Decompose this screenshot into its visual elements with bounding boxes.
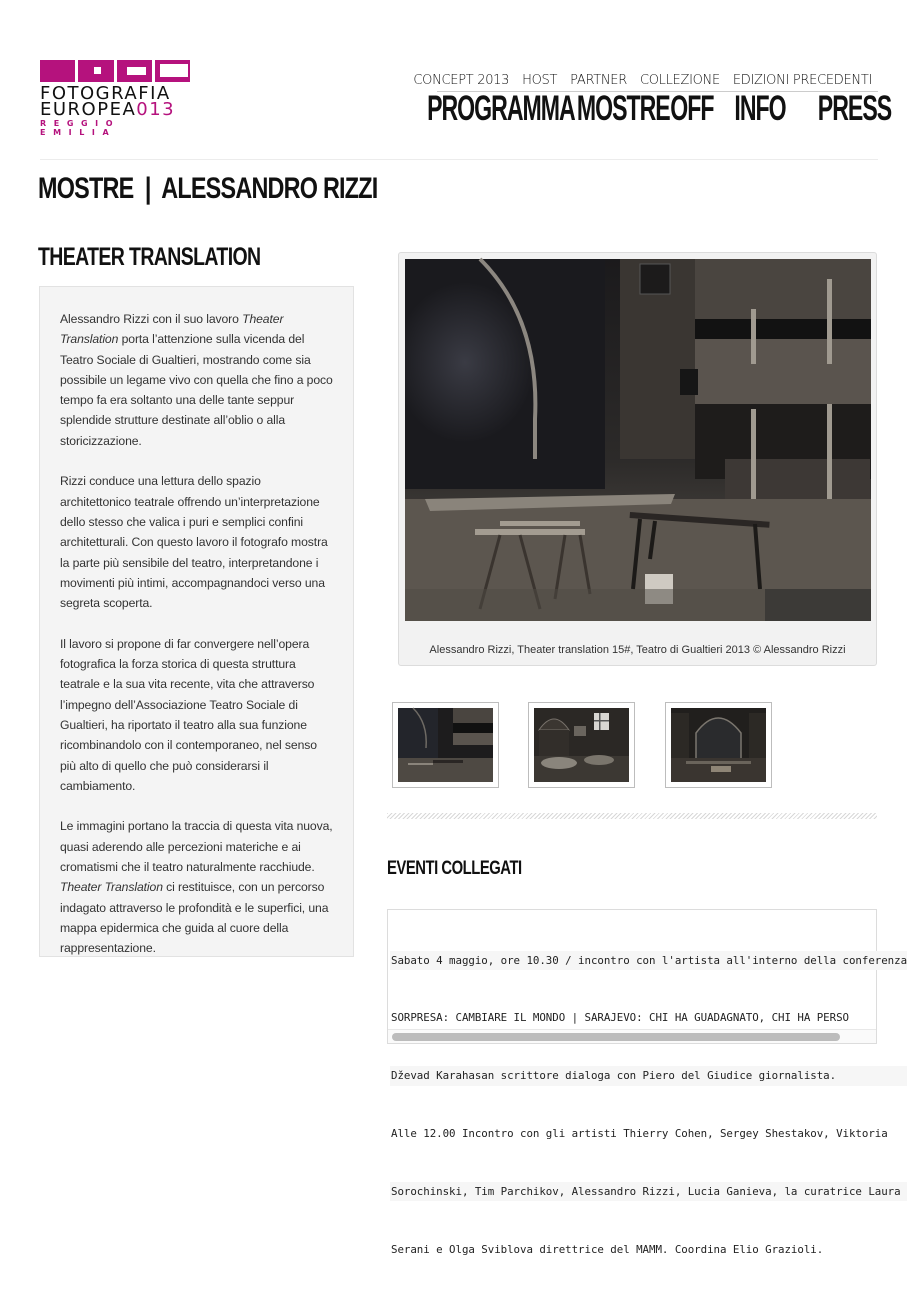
page-title: MOSTRE | ALESSANDRO RIZZI: [38, 172, 378, 205]
description-paragraph: Rizzi conduce una lettura dello spazio architettonico teatrale offrendo un’interpretazione dello stesso che valica i puri e semplici confini architetturali. Con questo lavoro il fotografo mostra la parte più sensibile del teatro, interpretandone i movimenti più intimi, accompagnandoci verso una segreta scoperta.: [60, 474, 328, 611]
image-caption: Alessandro Rizzi, Theater translation 15#, Teatro di Gualtieri 2013 © Alessandro Rizzi: [429, 644, 846, 656]
nav-press[interactable]: PRESS: [817, 89, 891, 128]
thumbnail-image: [534, 708, 629, 782]
primary-nav: [351, 88, 891, 130]
section-title: THEATER TRANSLATION: [38, 243, 261, 271]
event-line: Alle 12.00 Incontro con gli artisti Thierry Cohen, Sergey Shestakov, Viktoria: [391, 1127, 888, 1141]
photo-thumbnail-icon: [398, 708, 493, 782]
event-line: Sabato 4 maggio, ore 10.30 / incontro con l'artista all'interno della conferenza: [390, 951, 907, 970]
nav-partner[interactable]: PARTNER: [570, 73, 627, 88]
horizontal-scrollbar[interactable]: [388, 1029, 876, 1043]
logo-block: [117, 60, 152, 82]
header-divider: [40, 159, 878, 160]
text-run: porta l’attenzione sulla vicenda del Teatro Sociale di Gualtieri, mostrando come sia possibile un legame vivo con quella che fino a poco tempo fa era soltanto una delle tante seppur splendide strutture destinate all’oblio o alla storicizzazione.: [60, 332, 333, 448]
work-title: Theater Translation: [60, 880, 163, 895]
main-photo[interactable]: [405, 259, 871, 621]
thumbnail-1[interactable]: [392, 702, 499, 788]
event-line: Sorochinski, Tim Parchikov, Alessandro Rizzi, Lucia Ganieva, la curatrice Laura: [390, 1182, 907, 1201]
nav-collezione[interactable]: COLLEZIONE: [639, 73, 720, 88]
photo-thumbnail-icon: [534, 708, 629, 782]
thumbnail-image: [398, 708, 493, 782]
main-image-figure: [398, 252, 877, 666]
nav-programma[interactable]: PROGRAMMA: [427, 89, 576, 128]
hatched-divider: [387, 813, 877, 819]
description-paragraph: [60, 816, 336, 958]
logo-subline: REGGIO EMILIA: [40, 119, 121, 137]
nav-edizioni-precedenti[interactable]: EDIZIONI PRECEDENTI: [732, 73, 872, 88]
events-box[interactable]: [387, 909, 907, 1257]
description-paragraph: Il lavoro si propone di far convergere nell’opera fotografica la forza storica di questa struttura teatrale e la sua vita recente, vita che attraverso l’impegno dell’Associazione Teatro Sociale di Gualtieri, ha riportato il teatro alla sua funzione ricombinandolo con il contemporaneo, nel senso più alto di quello che può considerarsi il cambiamento.: [60, 636, 317, 793]
nav-info[interactable]: INFO: [734, 89, 786, 128]
events-title: EVENTI COLLEGATI: [387, 858, 522, 879]
scrollbar-thumb[interactable]: [392, 1033, 840, 1041]
logo-line2: EUROPEA: [40, 99, 137, 120]
thumbnail-3[interactable]: [665, 702, 772, 788]
logo-block: [40, 60, 75, 82]
text-run: Le immagini portano la traccia di questa vita nuova, quasi aderendo alle percezioni materiche e ai cromatismi che il teatro naturalmente racchiude.: [60, 819, 336, 875]
theater-photo-icon: [405, 259, 871, 621]
event-line: Dževad Karahasan scrittore dialoga con Piero del Giudice giornalista.: [390, 1066, 907, 1085]
events-text: [390, 912, 907, 1298]
nav-host[interactable]: HOST: [522, 73, 558, 88]
description-paragraph: [60, 309, 333, 451]
nav-concept-2013[interactable]: CONCEPT 2013: [413, 73, 510, 88]
logo-line1: FOTOGRAFIA: [40, 83, 171, 104]
text-run: Alessandro Rizzi con il suo lavoro: [60, 312, 243, 326]
description-panel: [39, 286, 354, 957]
thumbnail-image: [671, 708, 766, 782]
photo-thumbnail-icon: [671, 708, 766, 782]
nav-mostre[interactable]: MOSTRE: [576, 89, 670, 128]
logo-year: 013: [136, 99, 176, 120]
logo-text: [40, 83, 190, 120]
event-line: SORPRESA: CAMBIARE IL MONDO | SARAJEVO: CHI HA GUADAGNATO, CHI HA PERSO: [391, 1011, 849, 1025]
logo-block: [78, 60, 113, 82]
logo-blocks: [40, 60, 190, 82]
thumbnail-2[interactable]: [528, 702, 635, 788]
secondary-nav: [413, 73, 872, 88]
work-title: Theater Translation: [60, 312, 284, 347]
logo-block: [155, 60, 190, 82]
event-line: Serani e Olga Sviblova direttrice del MAMM. Coordina Elio Grazioli.: [391, 1243, 824, 1257]
text-run: ci restituisce, con un percorso indagato attraverso le profondità e le superfici, una mappa epidermica che guida al cuore della rappresentazione.: [60, 880, 329, 956]
nav-off[interactable]: OFF: [670, 89, 714, 128]
site-logo[interactable]: [40, 60, 190, 137]
